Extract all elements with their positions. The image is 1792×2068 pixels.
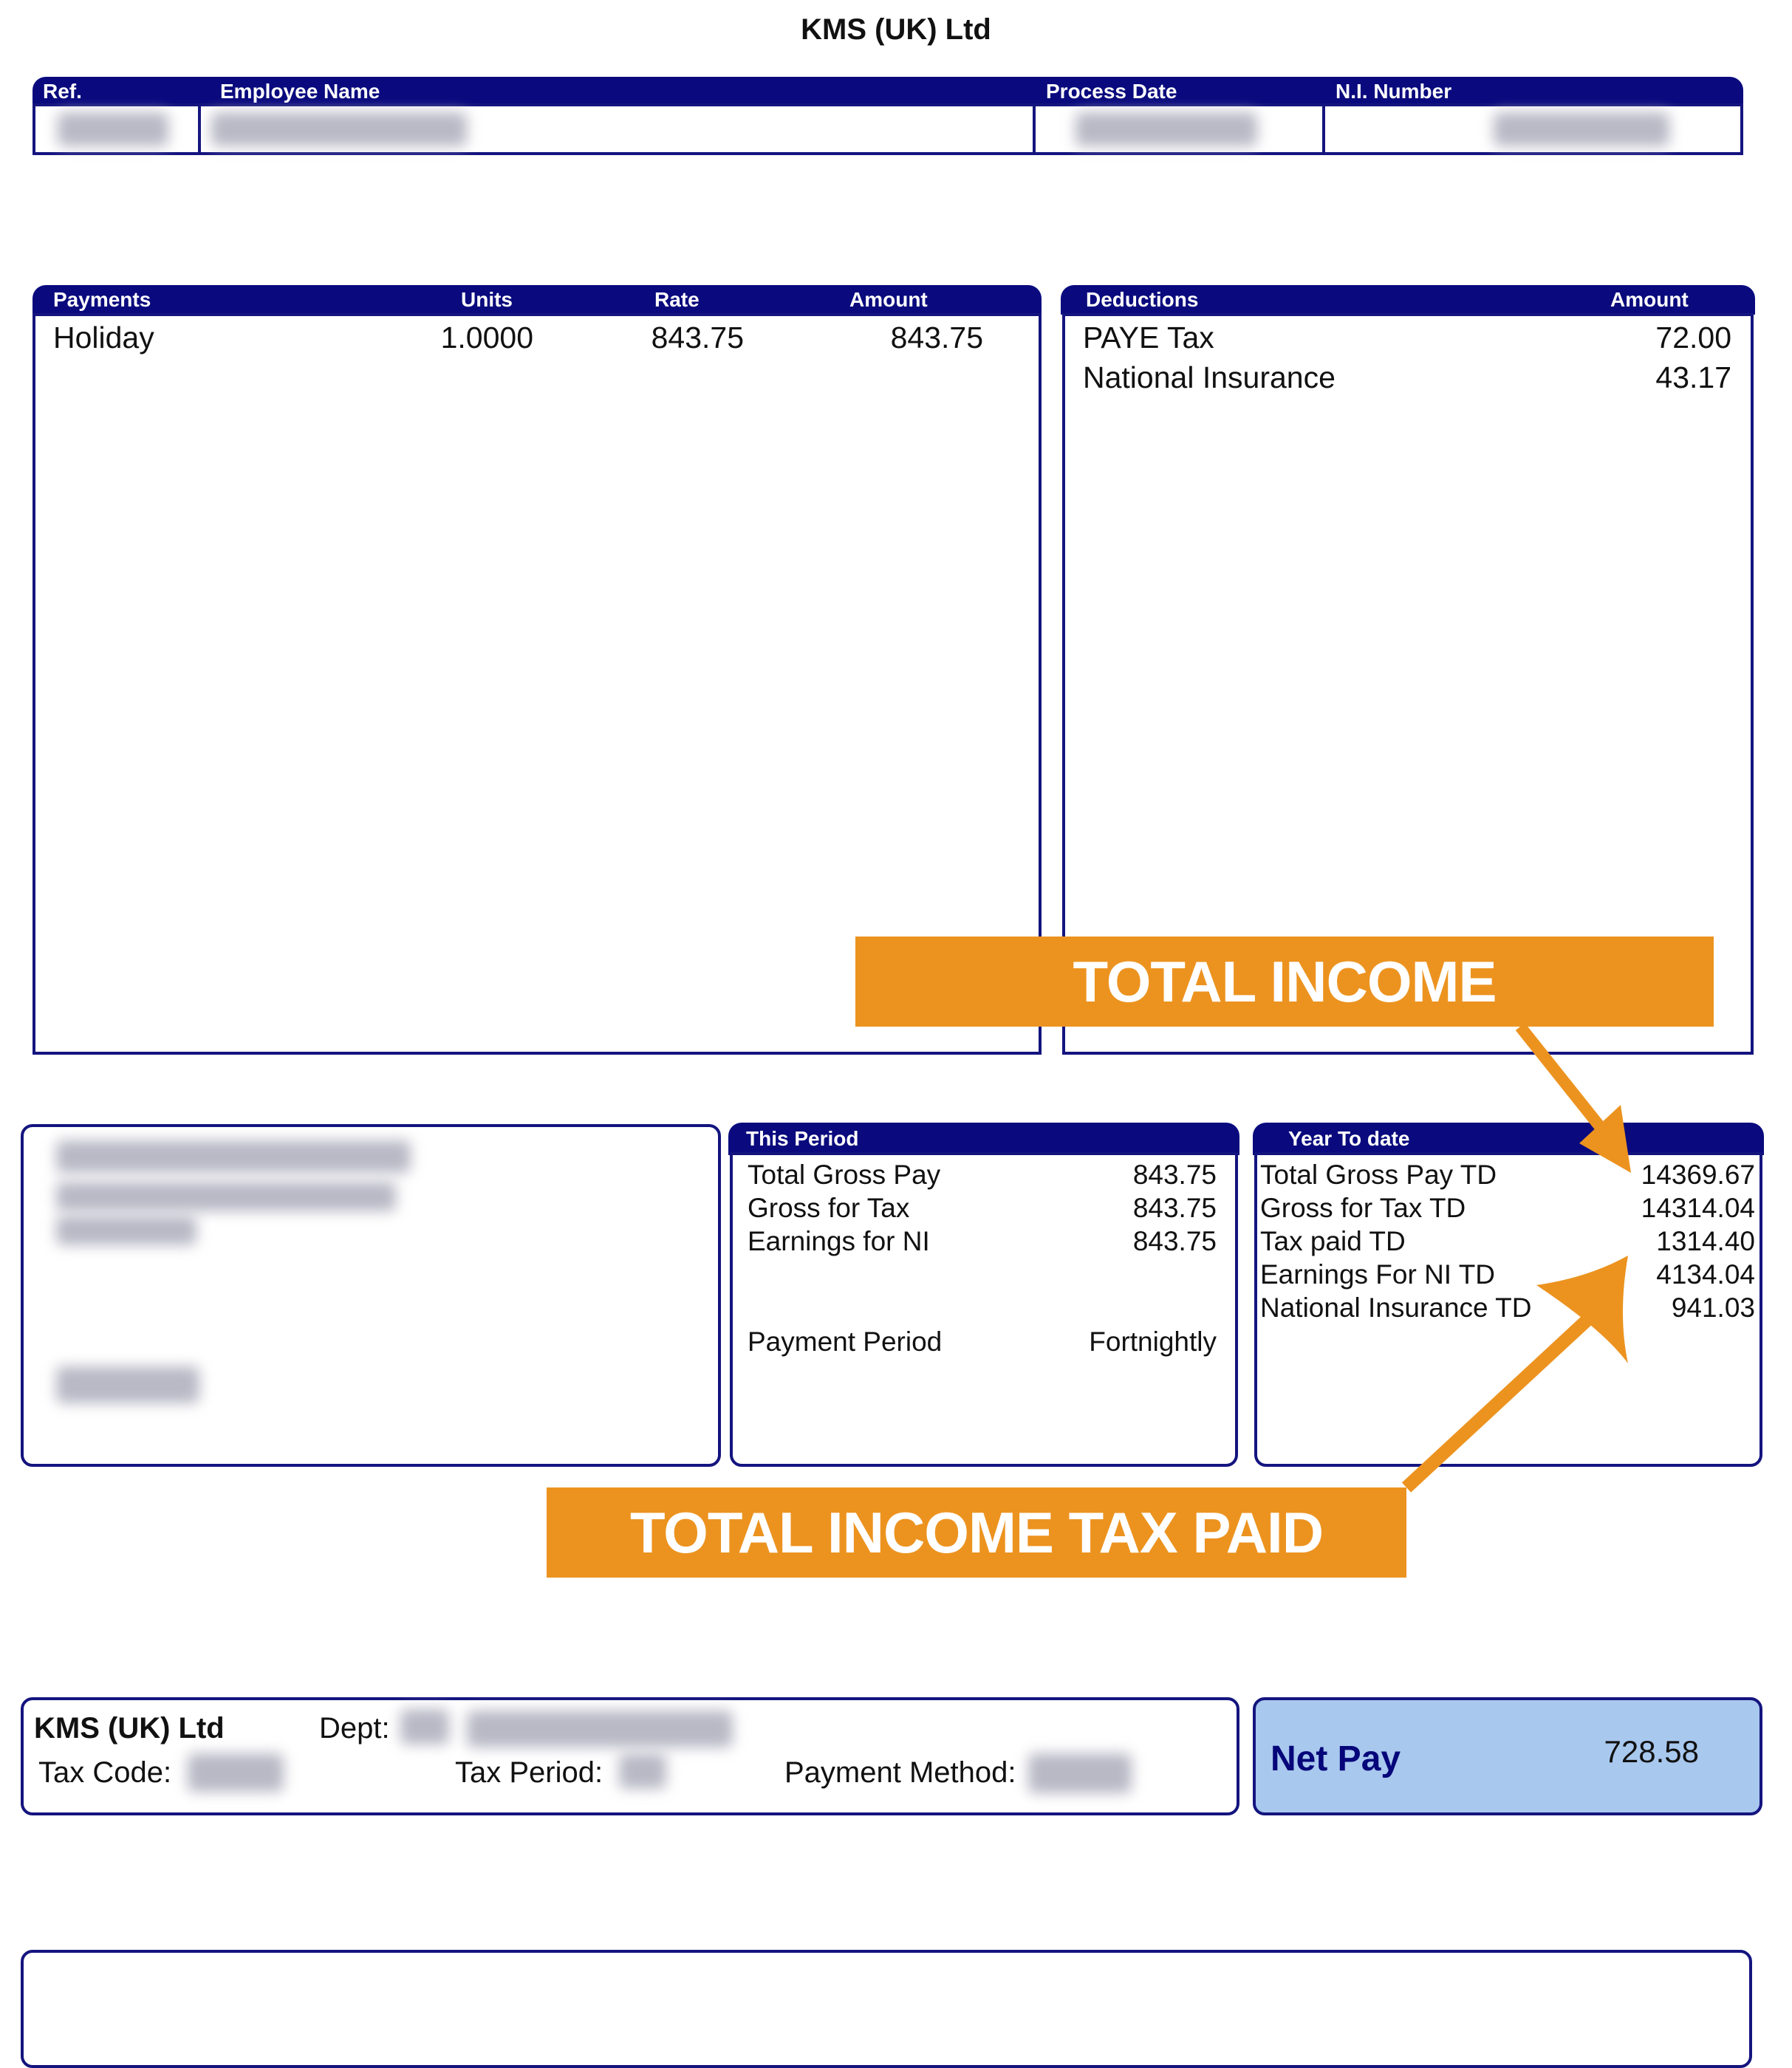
payment-period-value: Fortnightly bbox=[1089, 1326, 1217, 1357]
deduction-amount: 72.00 bbox=[1655, 321, 1731, 355]
this-period-label: Gross for Tax bbox=[748, 1193, 910, 1223]
net-pay-box bbox=[1253, 1697, 1762, 1815]
redacted-tax-code bbox=[188, 1753, 284, 1792]
payment-rate: 843.75 bbox=[651, 321, 744, 355]
payment-units: 1.0000 bbox=[440, 321, 533, 355]
net-pay-value: 728.58 bbox=[1604, 1734, 1699, 1769]
ref-header: Ref. bbox=[43, 80, 82, 103]
net-pay-label: Net Pay bbox=[1271, 1739, 1401, 1778]
ytd-label: Total Gross Pay TD bbox=[1260, 1160, 1497, 1190]
tax-paid-arrow-icon bbox=[1406, 1256, 1628, 1487]
deduction-amount: 43.17 bbox=[1655, 360, 1731, 394]
ytd-value: 4134.04 bbox=[1656, 1259, 1755, 1290]
ytd-value: 14369.67 bbox=[1641, 1160, 1755, 1190]
payment-name: Holiday bbox=[53, 321, 154, 355]
process-date-header: Process Date bbox=[1046, 80, 1177, 103]
payment-method-label: Payment Method: bbox=[784, 1756, 1016, 1789]
total-income-callout-label: TOTAL INCOME bbox=[1073, 948, 1497, 1014]
this-period-label: Earnings for NI bbox=[748, 1226, 930, 1256]
payments-header-label: Payments bbox=[53, 288, 151, 311]
year-to-date-header-label: Year To date bbox=[1288, 1127, 1410, 1150]
redacted-payment-method bbox=[1028, 1753, 1132, 1793]
this-period-value: 843.75 bbox=[1132, 1160, 1217, 1190]
total-income-tax-paid-callout-label: TOTAL INCOME TAX PAID bbox=[629, 1499, 1324, 1565]
this-period-value: 843.75 bbox=[1132, 1226, 1217, 1256]
redacted-dept-code bbox=[400, 1709, 449, 1745]
deduction-name: PAYE Tax bbox=[1083, 321, 1214, 355]
deductions-amount-header: Amount bbox=[1610, 288, 1689, 311]
tax-code-label: Tax Code: bbox=[38, 1756, 172, 1789]
notes-box bbox=[21, 1950, 1752, 2068]
payment-amount: 843.75 bbox=[890, 321, 983, 355]
company-title: KMS (UK) Ltd bbox=[801, 13, 991, 46]
total-income-arrow-icon bbox=[1520, 1027, 1631, 1173]
ytd-value: 14314.04 bbox=[1641, 1193, 1755, 1223]
redacted-dept-name bbox=[467, 1711, 733, 1747]
this-period-label: Total Gross Pay bbox=[748, 1160, 941, 1190]
this-period-value: 843.75 bbox=[1132, 1193, 1217, 1223]
footer-company: KMS (UK) Ltd bbox=[34, 1712, 225, 1745]
payment-period-label: Payment Period bbox=[748, 1326, 943, 1357]
rate-header: Rate bbox=[654, 288, 700, 311]
ytd-label: Earnings For NI TD bbox=[1260, 1259, 1496, 1290]
dept-label: Dept: bbox=[319, 1712, 390, 1745]
ytd-value: 941.03 bbox=[1671, 1292, 1755, 1323]
tax-period-label: Tax Period: bbox=[455, 1756, 603, 1789]
employee-name-header: Employee Name bbox=[220, 80, 380, 103]
ytd-label: Tax paid TD bbox=[1260, 1226, 1406, 1256]
ytd-label: Gross for Tax TD bbox=[1260, 1193, 1466, 1223]
amount-header: Amount bbox=[849, 288, 928, 311]
this-period-header-label: This Period bbox=[746, 1127, 859, 1150]
ni-number-header: N.I. Number bbox=[1336, 80, 1452, 103]
units-header: Units bbox=[461, 288, 513, 311]
deduction-name: National Insurance bbox=[1083, 360, 1336, 394]
footer-info-box bbox=[21, 1697, 1239, 1815]
ytd-value: 1314.40 bbox=[1656, 1226, 1755, 1256]
redacted-tax-period bbox=[619, 1753, 666, 1789]
ytd-label: National Insurance TD bbox=[1260, 1292, 1532, 1323]
deductions-header-label: Deductions bbox=[1086, 288, 1199, 311]
